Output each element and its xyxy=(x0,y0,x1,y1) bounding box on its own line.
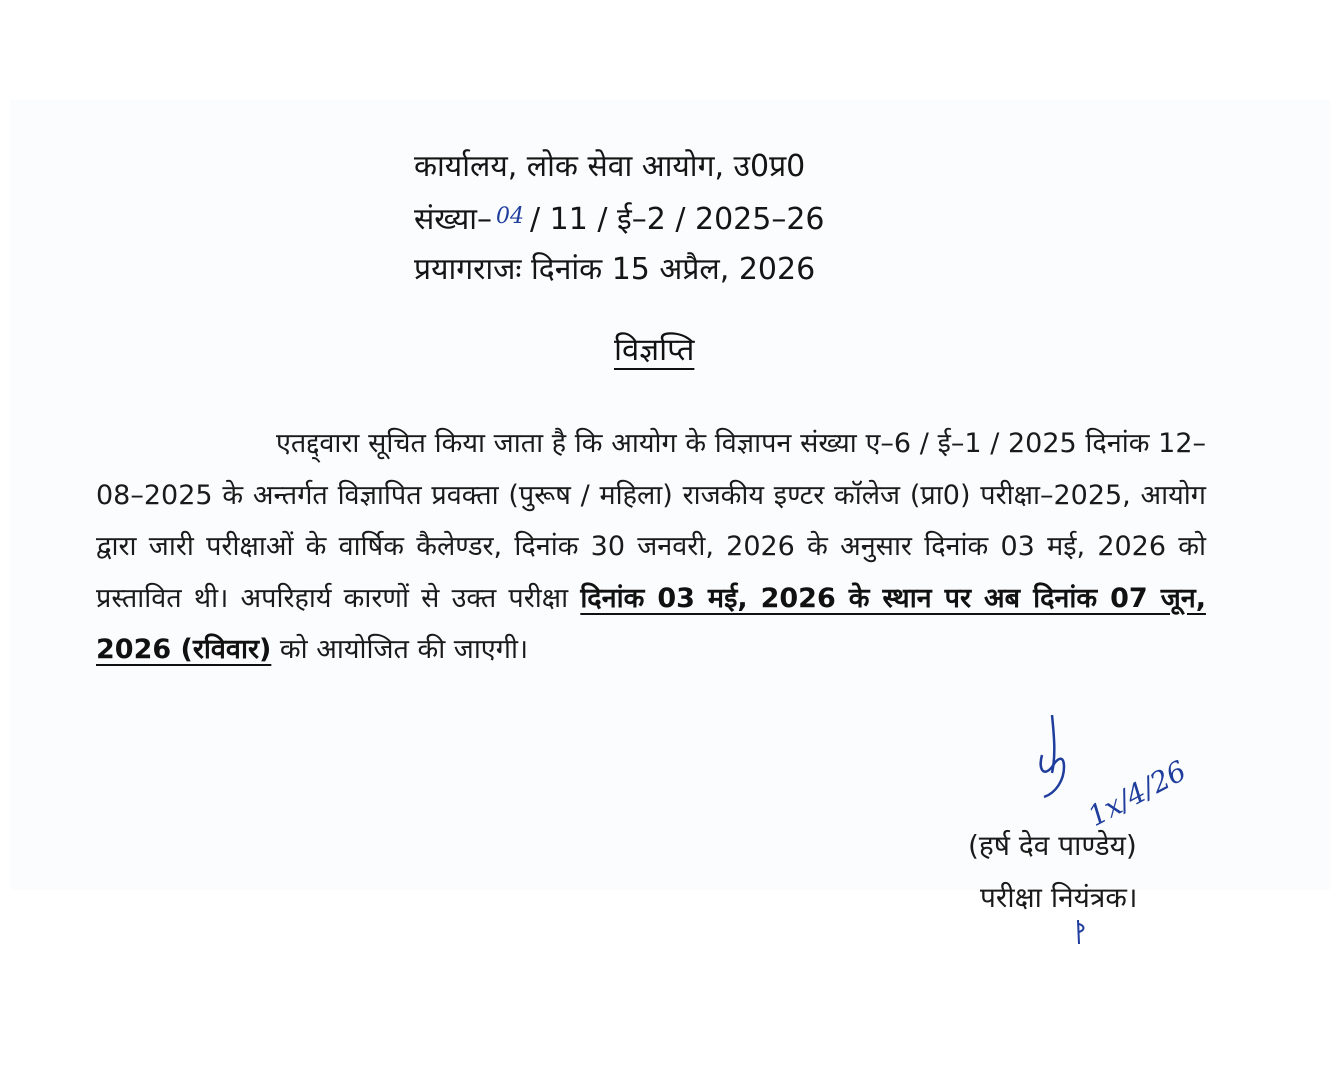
signatory-block xyxy=(968,820,1137,924)
reference-suffix: / 11 / ई–2 / 2025–26 xyxy=(530,202,825,237)
signatory-designation: परीक्षा नियंत्रक। xyxy=(980,881,1138,914)
handwritten-number: 04 xyxy=(496,204,524,229)
notice-title: विज्ञप्ति xyxy=(614,332,695,368)
office-name: कार्यालय, लोक सेवा आयोग, उ0प्र0 xyxy=(414,149,806,184)
body-part-2: को आयोजित की जाएगी। xyxy=(271,634,529,665)
handwritten-signature xyxy=(1030,715,1210,830)
letter-header xyxy=(414,142,825,295)
signatory-name: (हर्ष देव पाण्डेय) xyxy=(968,829,1137,862)
body-part-1: एतद्द्वारा सूचित किया जाता है कि आयोग के विज्ञापन संख्या ए–6 / ई–1 / 2025 दिनांक 12–08–2025 के अन्तर्गत विज्ञापित प्रवक्ता (पुरूष / महिला) राजकीय इण्टर कॉलेज (प्रा0) परीक्षा–2025, आयोग द्वारा जारी परीक्षाओं के वार्षिक कैलेण्डर, दिनांक 30 जनवरी, 2026 के अनुसार दिनांक 03 मई, 2026 को प्रस्तावित थी। अपरिहार्य कारणों से उक्त परीक्षा xyxy=(96,428,1206,614)
reference-prefix: संख्या– xyxy=(414,202,492,237)
place-date: प्रयागराजः दिनांक 15 अप्रैल, 2026 xyxy=(414,252,816,287)
ink-mark-icon xyxy=(1073,918,1087,946)
signature-icon xyxy=(1030,715,1210,830)
rescheduled-date-highlight: दिनांक 03 मई, 2026 के स्थान पर अब दिनांक 07 जून, 2026 (रविवार) xyxy=(96,582,1206,665)
reference-number xyxy=(414,192,825,245)
signature-date: 1x/4/26 xyxy=(1082,754,1192,830)
notice-body xyxy=(96,418,1206,676)
